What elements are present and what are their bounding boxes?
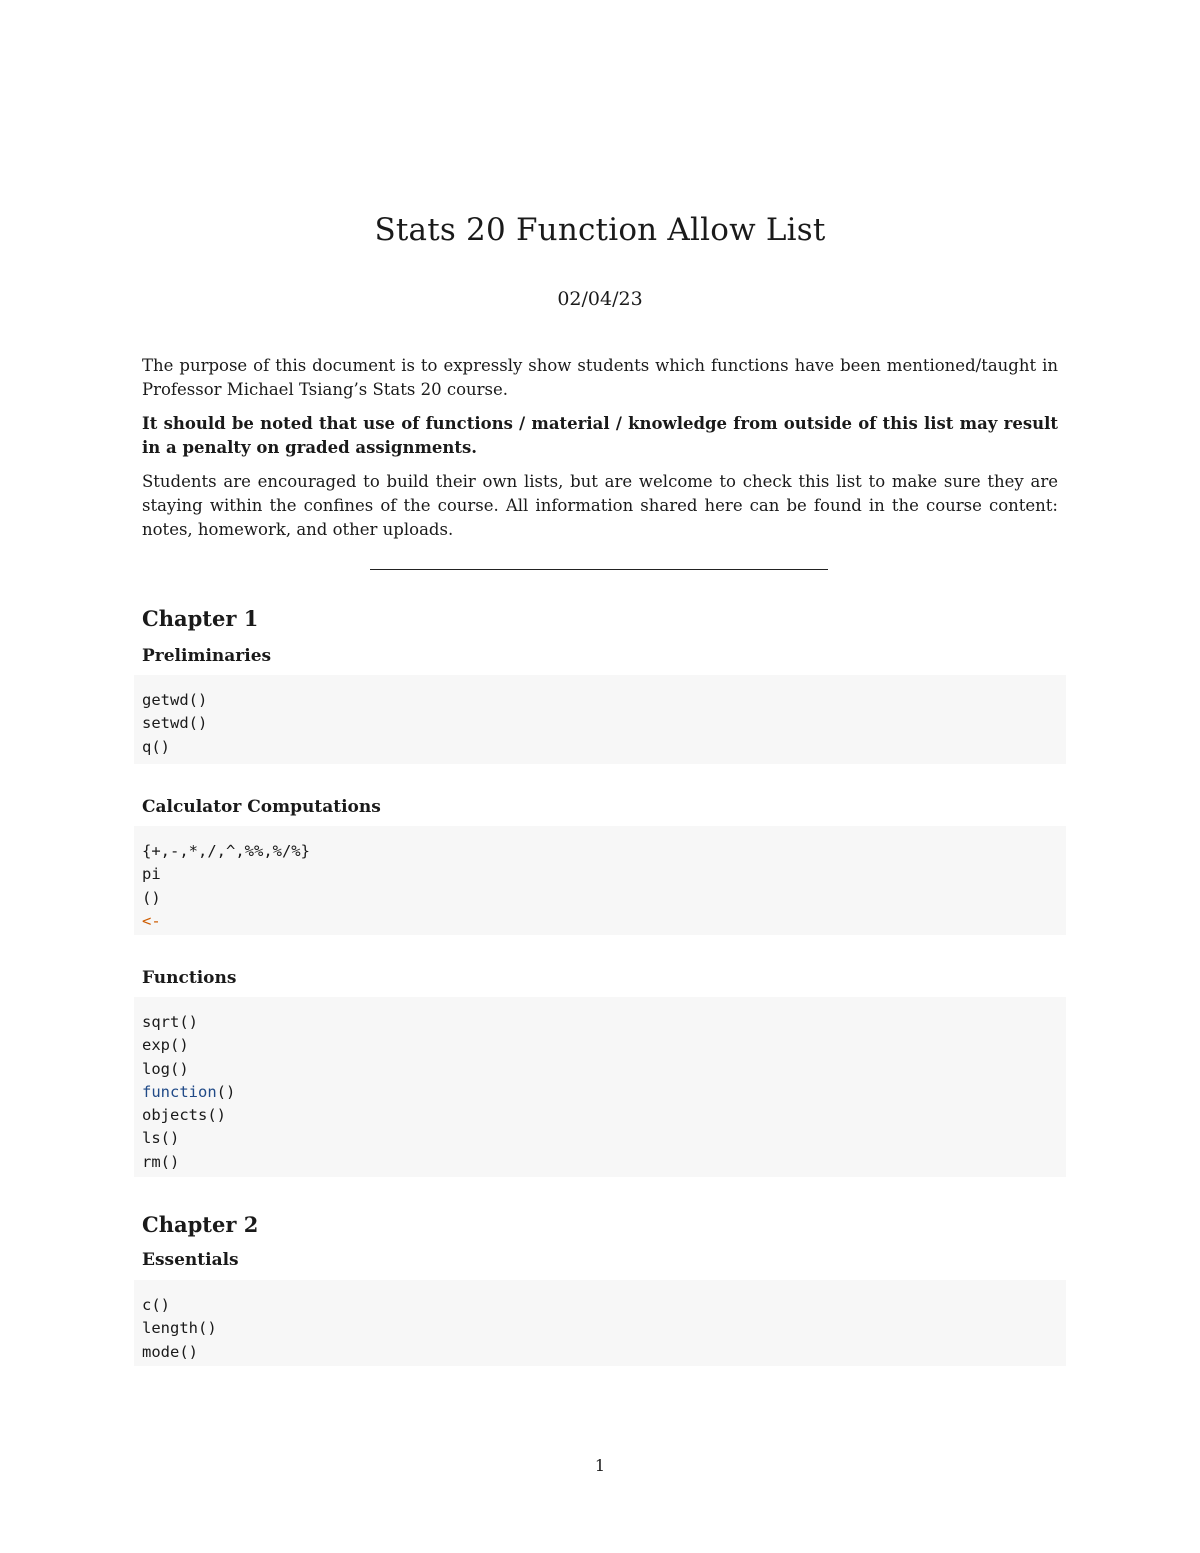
intro-encouragement: Students are encouraged to build their own lists, but are welcome to check this list to make sure they are staying within the confines of the course. All information shared here can be found in the course content: notes, homework, and other uploads.	[142, 472, 1058, 539]
code-line: rm()	[142, 1152, 180, 1171]
section-heading: Functions	[142, 968, 237, 988]
code-line: <-	[142, 911, 161, 930]
intro-section	[142, 354, 1058, 552]
code-line: getwd()	[142, 691, 208, 709]
code-line: sqrt()	[142, 1013, 198, 1031]
section-heading: Calculator Computations	[142, 797, 381, 817]
code-line: ()	[142, 888, 161, 907]
intro-purpose: The purpose of this document is to expressly show students which functions have been mentioned/taught in Professor Michael Tsiang’s Stats 20 course.	[142, 356, 1058, 399]
code-line: ls()	[142, 1129, 180, 1148]
keyword-function: function	[142, 1082, 217, 1101]
code-line: {+,-,*,/,^,%%,%/%}	[142, 842, 310, 860]
page-number: 1	[594, 1456, 606, 1475]
horizontal-rule	[370, 569, 828, 570]
code-line: exp()	[142, 1036, 189, 1055]
code-block	[134, 997, 1066, 1177]
code-block	[134, 675, 1066, 764]
code-block	[134, 1280, 1066, 1366]
intro-warning: It should be noted that use of functions / material / knowledge from outside of this list may result in a penalty on graded assignments.	[142, 414, 1058, 457]
document-date: 02/04/23	[557, 288, 643, 310]
code-line: q()	[142, 737, 170, 756]
code-line: function()	[142, 1082, 236, 1101]
code-line: setwd()	[142, 714, 208, 733]
section-heading: Preliminaries	[142, 646, 272, 666]
code-line: log()	[142, 1059, 189, 1078]
code-line: length()	[142, 1319, 217, 1338]
document-title: Stats 20 Function Allow List	[374, 212, 826, 248]
code-line: objects()	[142, 1106, 226, 1125]
code-block	[134, 826, 1066, 935]
chapter-heading: Chapter 1	[142, 606, 259, 631]
chapter-heading: Chapter 2	[142, 1212, 259, 1237]
code-line: c()	[142, 1296, 170, 1314]
section-heading: Essentials	[142, 1250, 239, 1270]
code-line: pi	[142, 865, 161, 884]
code-line: mode()	[142, 1342, 198, 1361]
